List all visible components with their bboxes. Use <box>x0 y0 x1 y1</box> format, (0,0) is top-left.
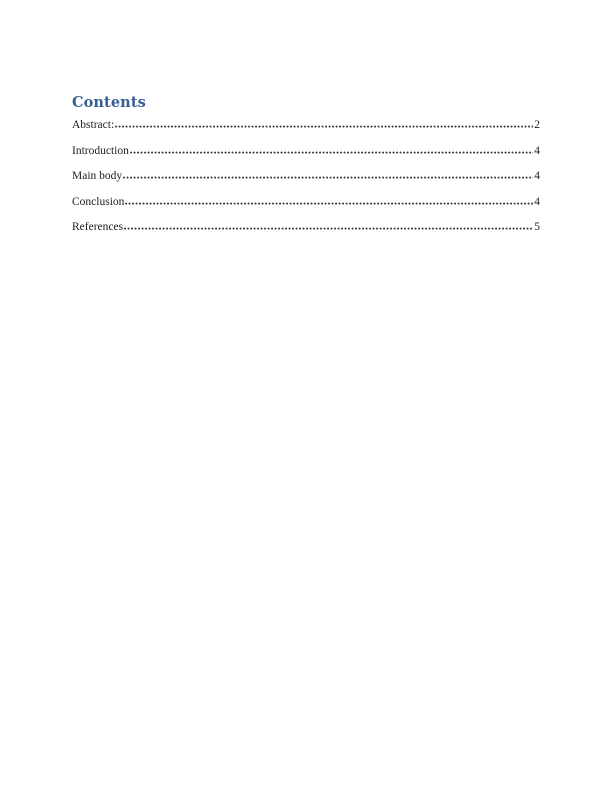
dot-leader <box>124 227 533 230</box>
toc-page-number: 2 <box>534 119 540 131</box>
toc-entry-label: Abstract: <box>72 119 115 131</box>
dot-leader <box>123 176 533 179</box>
toc-page-number: 4 <box>534 195 540 208</box>
contents-heading: Contents <box>72 94 146 111</box>
toc-entry-label: Conclusion <box>72 195 125 208</box>
toc-page-number: 4 <box>534 144 540 157</box>
toc-entry-abstract[interactable] <box>72 119 540 131</box>
table-of-contents <box>72 95 540 247</box>
toc-entry-conclusion[interactable] <box>72 196 540 208</box>
toc-entry-main-body[interactable] <box>72 170 540 182</box>
toc-entry-introduction[interactable] <box>72 145 540 157</box>
toc-entry-label: Main body <box>72 170 123 182</box>
dot-leader <box>130 151 533 154</box>
toc-entry-label: References <box>72 221 124 233</box>
toc-entry-label: Introduction <box>72 144 129 157</box>
toc-page-number: 5 <box>534 221 540 233</box>
toc-page-number: 4 <box>534 170 540 182</box>
dot-leader <box>125 202 533 205</box>
dot-leader <box>115 125 533 128</box>
toc-list <box>72 119 540 233</box>
toc-entry-references[interactable] <box>72 221 540 233</box>
